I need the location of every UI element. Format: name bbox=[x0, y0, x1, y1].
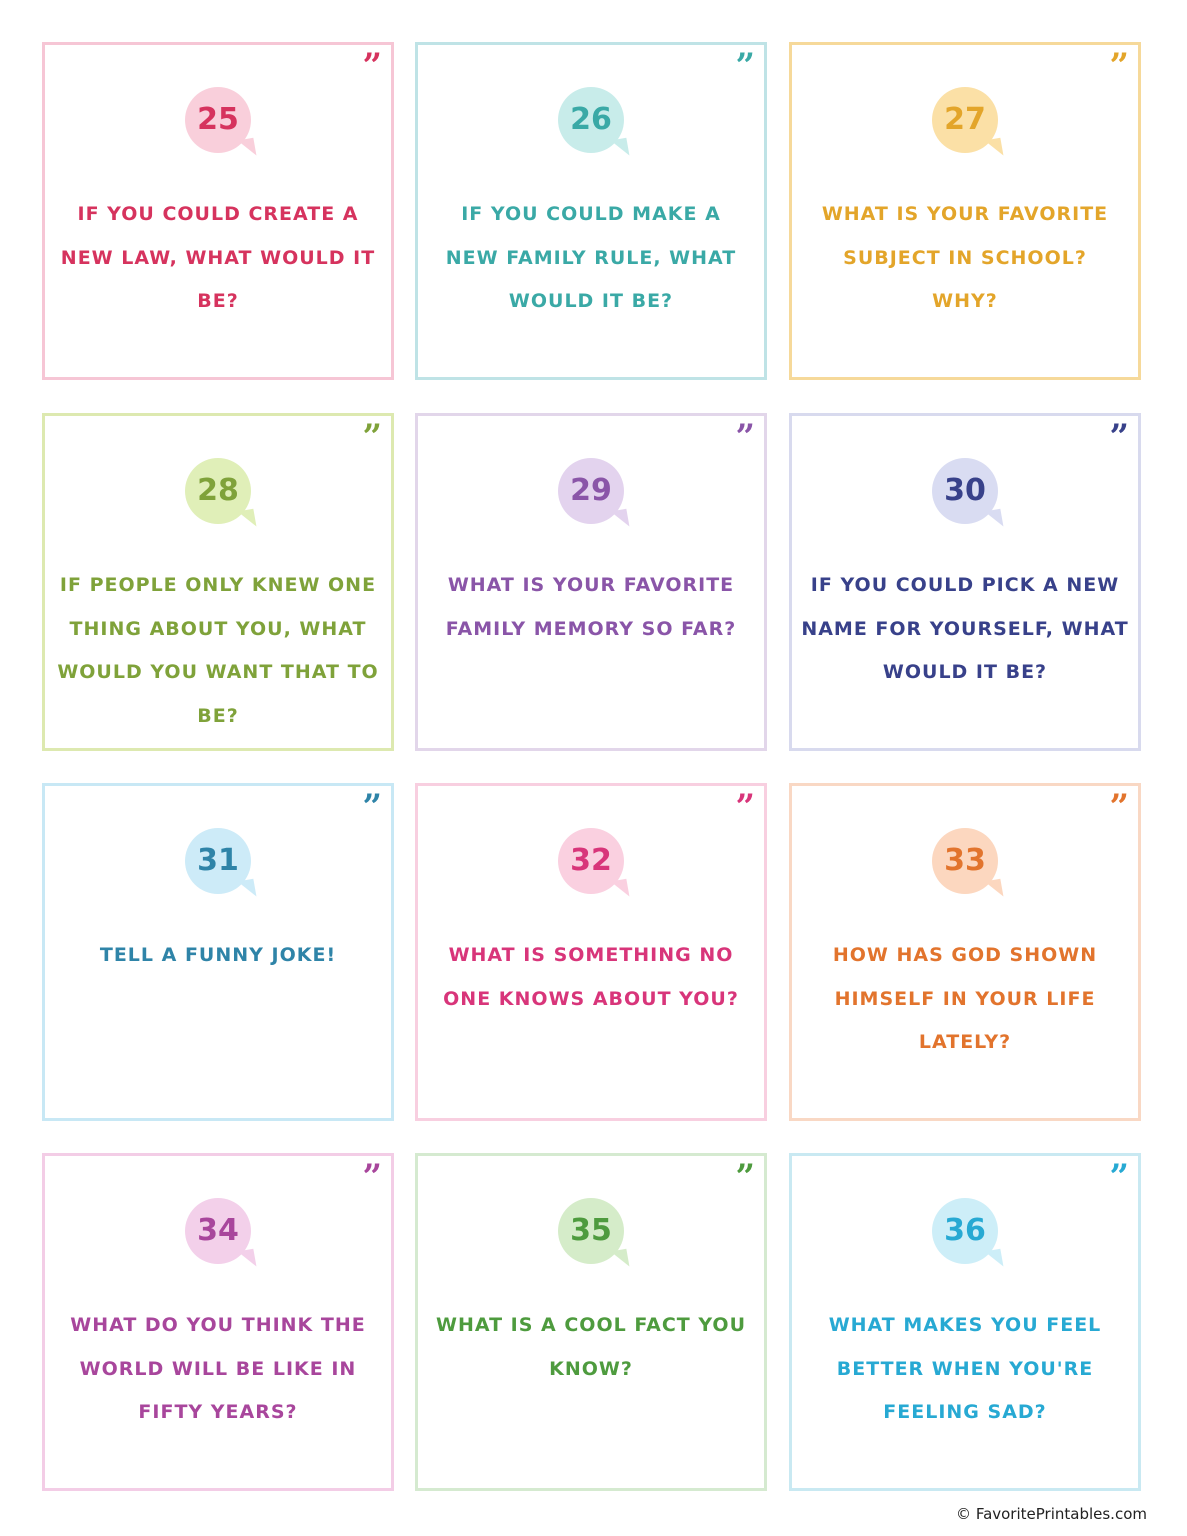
copyright-credit: © FavoritePrintables.com bbox=[956, 1505, 1147, 1523]
card-number: 26 bbox=[570, 102, 612, 137]
question-text: IF PEOPLE ONLY KNEW ONE THING ABOUT YOU, WHAT WOULD YOU WANT THAT TO BE? bbox=[57, 574, 379, 727]
speech-bubble-icon bbox=[185, 458, 251, 524]
question-card bbox=[415, 783, 767, 1121]
card-number: 31 bbox=[197, 843, 239, 878]
question-text: WHAT IS SOMETHING NO ONE KNOWS ABOUT YOU? bbox=[443, 944, 739, 1010]
question-text: HOW HAS GOD SHOWN HIMSELF IN YOUR LIFE LATELY? bbox=[832, 944, 1098, 1053]
quote-mark-icon: ” bbox=[362, 46, 379, 86]
card-number: 28 bbox=[197, 473, 239, 508]
card-number: 30 bbox=[944, 473, 986, 508]
question-text: IF YOU COULD CREATE A NEW LAW, WHAT WOULD IT BE? bbox=[60, 203, 376, 312]
speech-bubble-icon bbox=[558, 1198, 624, 1264]
quote-mark-icon: ” bbox=[735, 787, 752, 827]
quote-mark-icon: ” bbox=[1109, 46, 1126, 86]
quote-mark-icon: ” bbox=[1109, 417, 1126, 457]
question-text: IF YOU COULD PICK A NEW NAME FOR YOURSELF, WHAT WOULD IT BE? bbox=[801, 574, 1129, 683]
question-card bbox=[789, 783, 1141, 1121]
speech-bubble-icon bbox=[932, 87, 998, 153]
card-number: 25 bbox=[197, 102, 239, 137]
quote-mark-icon: ” bbox=[735, 1157, 752, 1197]
question-text: WHAT IS YOUR FAVORITE SUBJECT IN SCHOOL? WHY? bbox=[821, 203, 1109, 312]
question-text: WHAT IS YOUR FAVORITE FAMILY MEMORY SO FAR? bbox=[445, 574, 737, 640]
speech-bubble-icon bbox=[932, 828, 998, 894]
question-card bbox=[415, 42, 767, 380]
card-number: 32 bbox=[570, 843, 612, 878]
quote-mark-icon: ” bbox=[1109, 1157, 1126, 1197]
quote-mark-icon: ” bbox=[362, 417, 379, 457]
question-card bbox=[789, 1153, 1141, 1491]
question-card bbox=[789, 42, 1141, 380]
speech-bubble-icon bbox=[558, 828, 624, 894]
card-number: 36 bbox=[944, 1213, 986, 1248]
speech-bubble-icon bbox=[932, 1198, 998, 1264]
speech-bubble-icon bbox=[932, 458, 998, 524]
question-card bbox=[42, 1153, 394, 1491]
question-card bbox=[789, 413, 1141, 751]
speech-bubble-icon bbox=[558, 87, 624, 153]
question-card bbox=[415, 1153, 767, 1491]
quote-mark-icon: ” bbox=[362, 1157, 379, 1197]
card-number: 27 bbox=[944, 102, 986, 137]
question-card bbox=[42, 413, 394, 751]
card-number: 29 bbox=[570, 473, 612, 508]
speech-bubble-icon bbox=[185, 87, 251, 153]
question-text: TELL A FUNNY JOKE! bbox=[99, 944, 337, 966]
question-text: IF YOU COULD MAKE A NEW FAMILY RULE, WHAT WOULD IT BE? bbox=[445, 203, 737, 312]
question-card bbox=[415, 413, 767, 751]
question-card bbox=[42, 42, 394, 380]
speech-bubble-icon bbox=[558, 458, 624, 524]
quote-mark-icon: ” bbox=[1109, 787, 1126, 827]
speech-bubble-icon bbox=[185, 1198, 251, 1264]
question-card bbox=[42, 783, 394, 1121]
card-number: 35 bbox=[570, 1213, 612, 1248]
card-number: 33 bbox=[944, 843, 986, 878]
quote-mark-icon: ” bbox=[362, 787, 379, 827]
speech-bubble-icon bbox=[185, 828, 251, 894]
quote-mark-icon: ” bbox=[735, 417, 752, 457]
question-text: WHAT DO YOU THINK THE WORLD WILL BE LIKE IN FIFTY YEARS? bbox=[70, 1314, 366, 1423]
quote-mark-icon: ” bbox=[735, 46, 752, 86]
card-number: 34 bbox=[197, 1213, 239, 1248]
question-text: WHAT IS A COOL FACT YOU KNOW? bbox=[436, 1314, 747, 1380]
question-text: WHAT MAKES YOU FEEL BETTER WHEN YOU'RE FEELING SAD? bbox=[828, 1314, 1102, 1423]
